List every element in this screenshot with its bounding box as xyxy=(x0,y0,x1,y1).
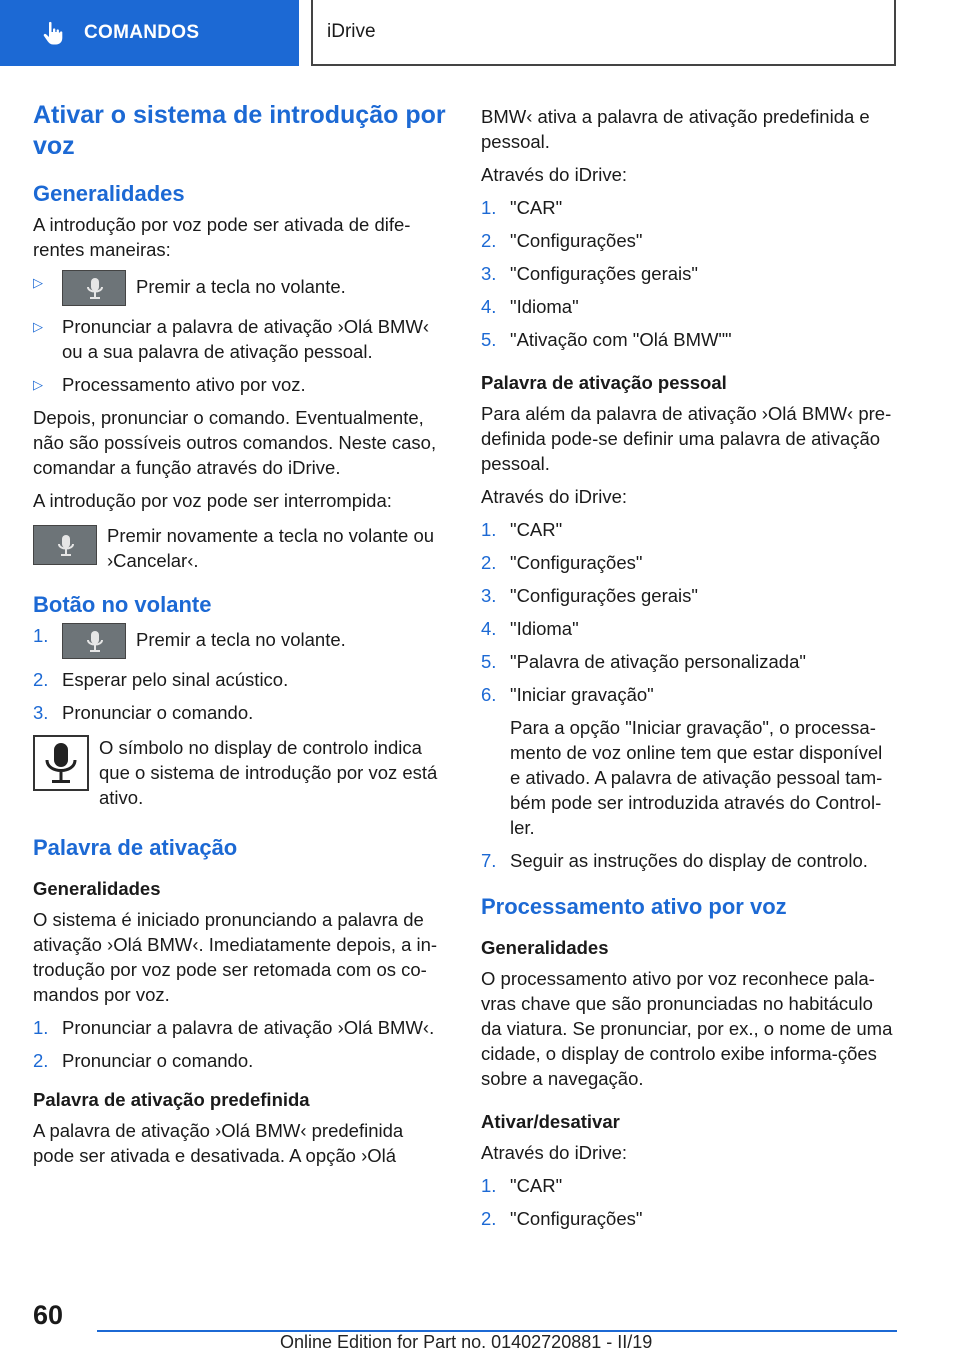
step-number: 4. xyxy=(481,296,497,317)
step-number: 2. xyxy=(481,230,497,251)
step-number: 2. xyxy=(33,669,49,690)
steering-voice-button-icon xyxy=(62,270,126,306)
step-number: 3. xyxy=(481,263,497,284)
steps-ativacao xyxy=(481,195,896,352)
proc-text: O processamento ativo por voz reconhece pala-vras chave que são pronunciadas no habitáculo da viatura. Se pronunciar, por ex., o nome de uma cidade, o display de controlo exibe informa-ções sobre a navegação. xyxy=(481,968,893,1089)
list-item xyxy=(481,261,896,286)
predef-text: A palavra de ativação ›Olá BMW‹ predefinida pode ser ativada e desativada. A opção ›Olá xyxy=(33,1120,404,1166)
list-item xyxy=(33,314,448,364)
activation-methods-list xyxy=(33,270,448,397)
list-item xyxy=(33,623,448,659)
step-text: Premir a tecla no volante. xyxy=(136,628,346,650)
list-item xyxy=(33,667,448,692)
left-column xyxy=(33,100,448,1176)
page-footer xyxy=(0,1290,960,1362)
list-item xyxy=(33,1015,448,1040)
step-number: 4. xyxy=(481,618,497,639)
heading-processamento: Processamento ativo por voz xyxy=(481,894,787,919)
list-item xyxy=(481,848,896,873)
list-item xyxy=(481,583,896,608)
bullet-text: Premir a tecla no volante. xyxy=(136,275,346,297)
steps-pessoal xyxy=(481,517,896,873)
palavra-text: O sistema é iniciado pronunciando a palavra de ativação ›Olá BMW‹. Imediatamente depois, a in-trodução por voz pode ser retomada com os co-mandos por voz. xyxy=(33,909,438,1005)
step-text: "Configurações" xyxy=(510,552,643,573)
step-number: 2. xyxy=(481,552,497,573)
step-number: 7. xyxy=(481,850,497,871)
step6-subtext: Para a opção "Iniciar gravação", o processa-mento de voz online tem que estar disponível e ativado. A palavra de ativação pessoal tam-bém pode ser introduzida através do Control-ler. xyxy=(510,717,883,838)
step-text: "Ativação com "Olá BMW"" xyxy=(510,329,732,350)
list-item xyxy=(481,550,896,575)
via-idrive-text: Através do iDrive: xyxy=(481,164,627,185)
list-item xyxy=(481,195,896,220)
step-text: Pronunciar o comando. xyxy=(62,1050,254,1071)
step-number: 2. xyxy=(33,1050,49,1071)
step-text: "CAR" xyxy=(510,519,563,540)
step-number: 5. xyxy=(481,651,497,672)
step-text: "Configurações gerais" xyxy=(510,263,698,284)
via-idrive-text: Através do iDrive: xyxy=(481,486,627,507)
section-title: Ativar o sistema de introdução por voz xyxy=(33,101,446,160)
steering-voice-button-icon xyxy=(33,525,97,565)
step-number: 1. xyxy=(33,625,49,646)
subheading-generalidades: Generalidades xyxy=(481,937,609,958)
step-text: "Configurações" xyxy=(510,230,643,251)
step-text: "Idioma" xyxy=(510,296,579,317)
after-bullets-text: Depois, pronunciar o comando. Eventualmente, não são possíveis outros comandos. Neste caso, comandar a função através do iDrive. xyxy=(33,407,437,478)
step-number: 5. xyxy=(481,329,497,350)
voice-active-mic-icon xyxy=(33,735,89,791)
page-header xyxy=(0,0,960,66)
list-item xyxy=(481,682,896,840)
step-text: "Configurações" xyxy=(510,1208,643,1229)
hand-pointer-icon xyxy=(40,20,66,46)
continuation-text: BMW‹ ativa a palavra de ativação predefinida e pessoal. xyxy=(481,106,870,152)
subheading-pessoal: Palavra de ativação pessoal xyxy=(481,372,727,393)
step-number: 1. xyxy=(481,519,497,540)
step-number: 2. xyxy=(481,1208,497,1229)
list-item xyxy=(33,1048,448,1073)
palavra-steps xyxy=(33,1015,448,1073)
step-text: "CAR" xyxy=(510,1175,563,1196)
list-item xyxy=(33,372,448,397)
step-text: Pronunciar o comando. xyxy=(62,702,254,723)
subheading-predefinida: Palavra de ativação predefinida xyxy=(33,1089,310,1110)
step-number: 3. xyxy=(33,702,49,723)
bullet-text: Pronunciar a palavra de ativação ›Olá BMW‹ ou a sua palavra de ativação pessoal. xyxy=(62,316,430,362)
steering-voice-button-icon xyxy=(62,623,126,659)
right-column xyxy=(481,104,896,1239)
tab-idrive-label: iDrive xyxy=(327,21,376,42)
list-item xyxy=(33,270,448,306)
bullet-text: Processamento ativo por voz. xyxy=(62,374,306,395)
step-text: Seguir as instruções do display de controlo. xyxy=(510,850,868,871)
step-number: 3. xyxy=(481,585,497,606)
step-text: Pronunciar a palavra de ativação ›Olá BMW‹. xyxy=(62,1017,435,1038)
step-text: "Palavra de ativação personalizada" xyxy=(510,651,806,672)
step-text: "CAR" xyxy=(510,197,563,218)
interrupt-icon-row xyxy=(33,523,448,573)
display-icon-text: O símbolo no display de controlo indica que o sistema de introdução por voz está ativo. xyxy=(99,737,438,808)
list-item xyxy=(481,228,896,253)
botao-steps xyxy=(33,623,448,725)
step-number: 1. xyxy=(33,1017,49,1038)
interrupt-icon-text: Premir novamente a tecla no volante ou ›Cancelar‹. xyxy=(107,525,435,571)
display-icon-row xyxy=(33,735,448,810)
list-item xyxy=(33,700,448,725)
edition-text: Online Edition for Part no. 01402720881 - II/19 xyxy=(280,1332,653,1352)
interrupt-text: A introdução por voz pode ser interrompida: xyxy=(33,490,392,511)
list-item xyxy=(481,1173,896,1198)
step-text: Esperar pelo sinal acústico. xyxy=(62,669,289,690)
list-item xyxy=(481,616,896,641)
list-item xyxy=(481,517,896,542)
heading-palavra: Palavra de ativação xyxy=(33,835,238,860)
tab-commands[interactable] xyxy=(0,0,299,66)
step-number: 1. xyxy=(481,197,497,218)
list-item xyxy=(481,327,896,352)
via-idrive-text: Através do iDrive: xyxy=(481,1142,627,1163)
steps-ativar xyxy=(481,1173,896,1231)
pessoal-text: Para além da palavra de ativação ›Olá BMW‹ pre-definida pode-se definir uma palavra de ativação pessoal. xyxy=(481,403,892,474)
tab-idrive[interactable] xyxy=(311,0,896,66)
step-number: 6. xyxy=(481,684,497,705)
generalidades-text: A introdução por voz pode ser ativada de dife-rentes maneiras: xyxy=(33,214,411,260)
step-text: "Idioma" xyxy=(510,618,579,639)
list-item xyxy=(481,1206,896,1231)
list-item xyxy=(481,294,896,319)
subheading-ativar: Ativar/desativar xyxy=(481,1111,620,1132)
step-text: "Iniciar gravação" xyxy=(510,684,654,705)
step-number: 1. xyxy=(481,1175,497,1196)
step-text: "Configurações gerais" xyxy=(510,585,698,606)
page-number: 60 xyxy=(33,1300,64,1330)
list-item xyxy=(481,649,896,674)
subheading-generalidades: Generalidades xyxy=(33,878,161,899)
heading-generalidades: Generalidades xyxy=(33,181,185,206)
heading-botao: Botão no volante xyxy=(33,592,212,617)
tab-commands-label: COMANDOS xyxy=(84,22,200,43)
